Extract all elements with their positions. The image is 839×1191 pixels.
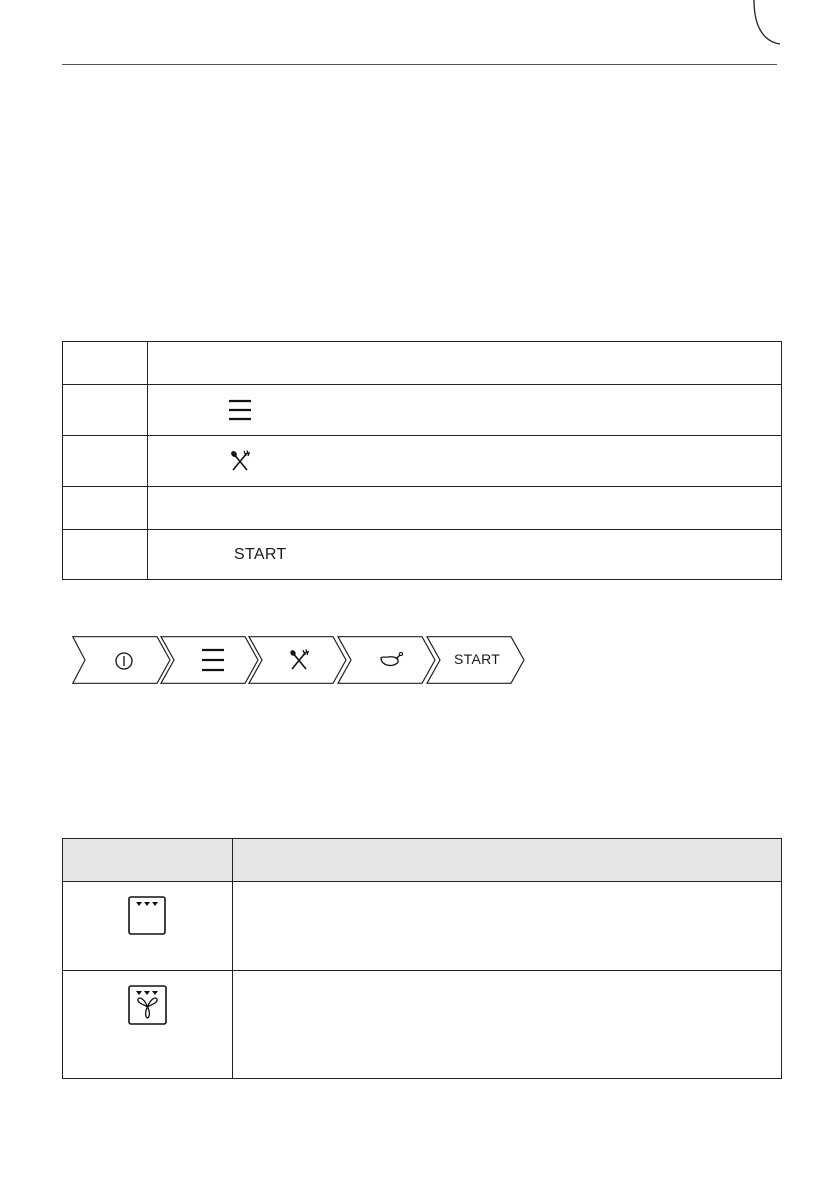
steps-row-4	[63, 487, 782, 530]
step-body	[148, 436, 782, 487]
menu-icon	[228, 398, 252, 422]
top-heat-oven-icon	[127, 895, 167, 937]
flow-step-3-shape	[249, 637, 346, 684]
flow-start-label: START	[454, 651, 501, 667]
step-number	[63, 436, 148, 487]
step-text	[148, 487, 782, 530]
procedure-flow	[72, 636, 526, 684]
step-body	[148, 385, 782, 436]
flow-step-1-shape	[73, 637, 170, 684]
page-corner-curve	[752, 0, 782, 50]
steps-row-1	[63, 342, 782, 385]
step-number	[63, 385, 148, 436]
function-table-header	[63, 839, 782, 882]
steps-row-3	[63, 436, 782, 487]
function-description	[233, 882, 782, 971]
step-number	[63, 487, 148, 530]
steps-table	[62, 341, 782, 580]
flow-step-4-shape	[338, 637, 435, 684]
function-symbol-cell	[63, 971, 233, 1079]
start-label: START	[234, 545, 287, 563]
function-row-2	[63, 971, 782, 1079]
function-description	[233, 971, 782, 1079]
fan-top-heat-oven-icon	[127, 984, 169, 1028]
steps-row-2	[63, 385, 782, 436]
header-description	[233, 839, 782, 882]
function-row-1	[63, 882, 782, 971]
step-text	[148, 342, 782, 385]
header-symbol	[63, 839, 233, 882]
step-number	[63, 530, 148, 580]
step-body	[148, 530, 782, 580]
function-symbol-cell	[63, 882, 233, 971]
cutlery-icon	[230, 450, 250, 472]
header-rule	[62, 64, 777, 65]
steps-row-5	[63, 530, 782, 580]
function-table	[62, 838, 782, 1079]
step-number	[63, 342, 148, 385]
